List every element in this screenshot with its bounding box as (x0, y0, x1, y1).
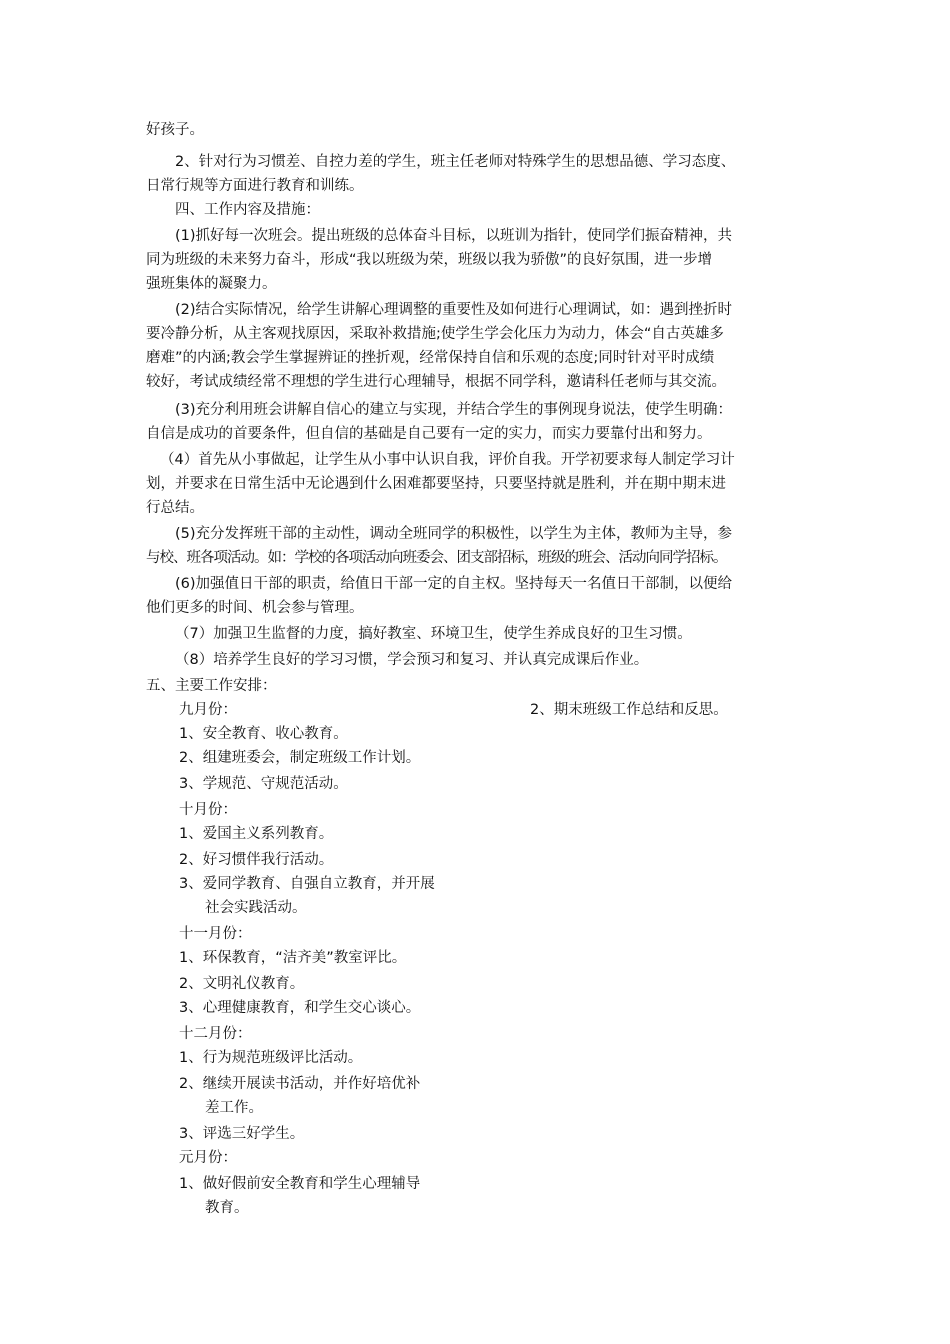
month-heading: 十月份： (179, 802, 237, 818)
paragraph-line: (2)结合实际情况，给学生讲解心理调整的重要性及如何进行心理调试，如：遇到挫折时 (175, 302, 733, 318)
paragraph-line: (6)加强值日干部的职责，给值日干部一定的自主权。坚持每天一名值日干部制，以便给 (175, 576, 733, 592)
month-heading: 元月份： (179, 1150, 237, 1166)
paragraph-line: 与校、班各项活动。如：学校的各项活动向班委会、团支部招标，班级的班会、活动向同学招标。 (146, 550, 727, 566)
month-heading: 九月份： (179, 702, 237, 718)
list-item: 2、期末班级工作总结和反思。 (530, 702, 728, 718)
paragraph-line: 他们更多的时间、机会参与管理。 (146, 600, 364, 616)
list-item: 3、爱同学教育、自强自立教育，并开展 (179, 876, 435, 892)
section-heading: 五、主要工作安排： (146, 678, 277, 694)
list-item: 2、好习惯伴我行活动。 (179, 852, 334, 868)
list-item-continuation: 教育。 (205, 1200, 249, 1216)
paragraph-line: 同为班级的未来努力奋斗，形成“我以班级为荣，班级以我为骄傲”的良好氛围，进一步增 (146, 252, 713, 268)
list-item-continuation: 差工作。 (205, 1100, 263, 1116)
paragraph-line: 磨难”的内涵;教会学生掌握辨证的挫折观，经常保持自信和乐观的态度;同时针对平时成绩 (146, 350, 715, 366)
list-item: 2、文明礼仪教育。 (179, 976, 305, 992)
paragraph-line: 2、针对行为习惯差、自控力差的学生，班主任老师对特殊学生的思想品德、学习态度、 (175, 154, 736, 170)
list-item: 1、做好假前安全教育和学生心理辅导 (179, 1176, 421, 1192)
list-item: 2、组建班委会，制定班级工作计划。 (179, 750, 421, 766)
paragraph-line: （4）首先从小事做起，让学生从小事中认识自我，评价自我。开学初要求每人制定学习计 (160, 452, 735, 468)
paragraph-line: 要冷静分析，从主客观找原因，采取补救措施;使学生学会化压力为动力，体会“自古英雄多 (146, 326, 724, 342)
list-item-continuation: 社会实践活动。 (205, 900, 307, 916)
list-item: 2、继续开展读书活动，并作好培优补 (179, 1076, 421, 1092)
month-heading: 十一月份： (179, 926, 252, 942)
section-heading: 四、工作内容及措施： (175, 202, 320, 218)
paragraph-line: 自信是成功的首要条件，但自信的基础是自己要有一定的实力，而实力要靠付出和努力。 (146, 426, 712, 442)
paragraph-line: (5)充分发挥班干部的主动性，调动全班同学的积极性，以学生为主体，教师为主导，参 (175, 526, 733, 542)
month-heading: 十二月份： (179, 1026, 252, 1042)
list-item: 3、评选三好学生。 (179, 1126, 305, 1142)
list-item: 1、爱国主义系列教育。 (179, 826, 334, 842)
list-item: 3、心理健康教育，和学生交心谈心。 (179, 1000, 421, 1016)
paragraph-line: (3)充分利用班会讲解自信心的建立与实现，并结合学生的事例现身说法，使学生明确： (175, 402, 733, 418)
paragraph-line: 较好，考试成绩经常不理想的学生进行心理辅导，根据不同学科，邀请科任老师与其交流。 (146, 374, 726, 390)
list-item: 1、行为规范班级评比活动。 (179, 1050, 363, 1066)
paragraph-line: (1)抓好每一次班会。提出班级的总体奋斗目标，以班训为指针，使同学们振奋精神，共 (175, 228, 733, 244)
paragraph-line: 日常行规等方面进行教育和训练。 (146, 178, 364, 194)
paragraph-line: 强班集体的凝聚力。 (146, 276, 277, 292)
list-item: 1、安全教育、收心教育。 (179, 726, 348, 742)
list-item: 3、学规范、守规范活动。 (179, 776, 348, 792)
paragraph-line: 行总结。 (146, 500, 204, 516)
list-item: 1、环保教育，“洁齐美”教室评比。 (179, 950, 407, 966)
paragraph-line: （7）加强卫生监督的力度，搞好教室、环境卫生，使学生养成良好的卫生习惯。 (175, 626, 692, 642)
paragraph-line: 好孩子。 (146, 122, 204, 138)
paragraph-line: （8）培养学生良好的学习习惯，学会预习和复习、并认真完成课后作业。 (175, 652, 649, 668)
paragraph-line: 划，并要求在日常生活中无论遇到什么困难都要坚持，只要坚持就是胜利，并在期中期末进 (146, 476, 726, 492)
